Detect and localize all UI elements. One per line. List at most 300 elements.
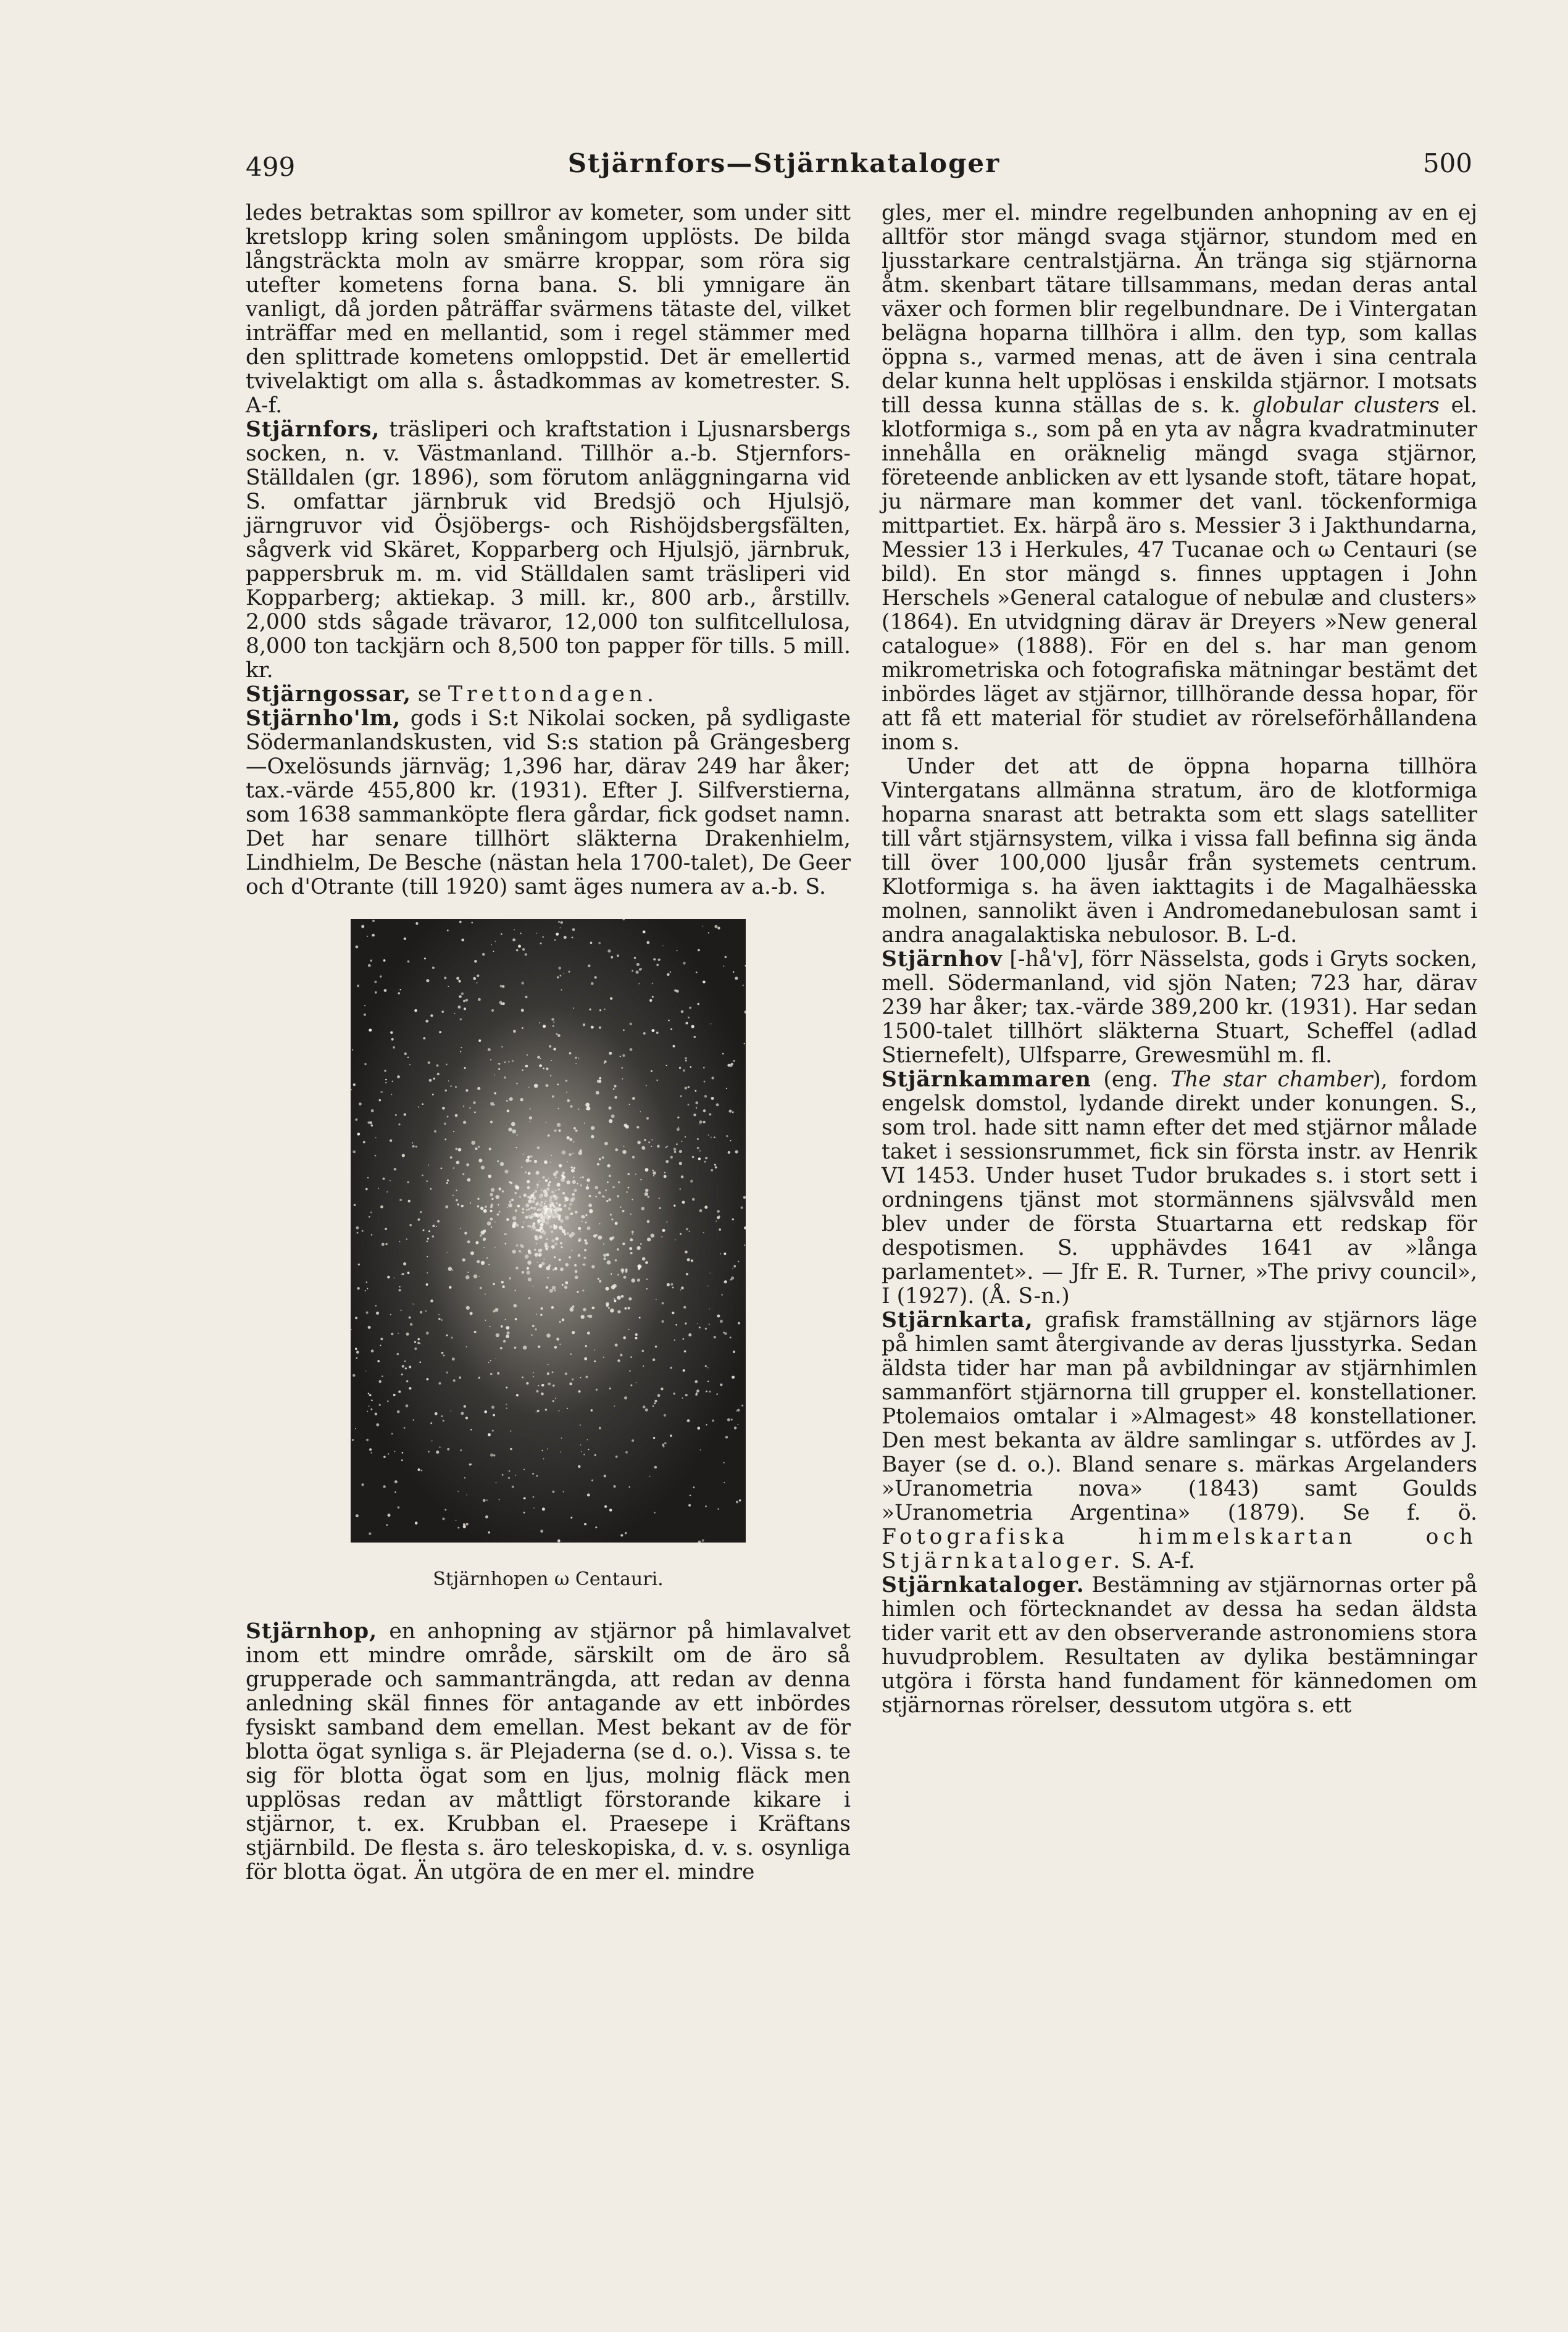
star-dot xyxy=(475,1147,477,1150)
star-dot xyxy=(457,1527,459,1529)
star-dot xyxy=(596,1389,598,1391)
star-dot xyxy=(714,1164,716,1165)
entry-term: Stjärnkammaren xyxy=(882,1067,1091,1092)
star-dot xyxy=(355,1347,357,1350)
star-dot xyxy=(430,1299,433,1302)
star-dot xyxy=(743,985,744,986)
star-dot xyxy=(726,1088,727,1089)
star-dot xyxy=(496,1333,499,1337)
star-dot xyxy=(443,1420,444,1422)
star-dot xyxy=(709,1114,712,1116)
star-dot xyxy=(659,1197,660,1199)
star-dot xyxy=(549,1181,551,1183)
star-dot xyxy=(398,1333,399,1334)
star-dot xyxy=(438,1318,440,1320)
star-dot xyxy=(461,938,464,941)
star-dot xyxy=(546,1266,551,1270)
star-dot xyxy=(414,1009,417,1012)
star-dot xyxy=(565,1281,568,1285)
star-dot xyxy=(548,1135,549,1136)
star-dot xyxy=(515,1209,517,1212)
star-dot xyxy=(632,1097,635,1100)
star-dot xyxy=(636,1126,639,1128)
star-dot xyxy=(735,1150,738,1153)
star-dot xyxy=(677,950,678,951)
star-dot xyxy=(371,1349,374,1352)
star-dot xyxy=(494,1092,496,1094)
entry-text: Bestämning av stjärnornas orter på himlen och förtecknandet av dessa ha sedan äldsta tider varit ett av den observerande astronomiens stora huvudproblem. Resultaten av dylika bestämningar utgöra i första hand fundament för kännedomen om stjärnornas rörelser, dessutom utgöra s. ett xyxy=(882,1573,1477,1718)
star-dot xyxy=(538,1346,540,1348)
star-dot xyxy=(564,1233,567,1236)
star-dot xyxy=(553,1025,554,1027)
star-dot xyxy=(557,1034,561,1037)
star-dot xyxy=(390,1031,393,1034)
star-dot xyxy=(662,1302,664,1304)
star-dot xyxy=(708,1135,709,1136)
star-dot xyxy=(534,1160,537,1163)
star-dot xyxy=(520,933,522,935)
star-dot xyxy=(615,1222,618,1225)
star-dot xyxy=(545,1221,549,1225)
star-dot xyxy=(378,1188,379,1189)
entry-text: gods i S:t Nikolai socken, på sydligaste Södermanlandskusten, vid S:s station på Grängesberg—Oxelösunds järnväg; 1,396 har, därav 249 har åker; tax.-värde 455,800 kr. (1931). Efter J. Silfverstierna, som 1638 sammanköpte flera gårdar, fick godset namn. Det har senare tillhört släkterna Drakenhielm, Lindhielm, De Besche (nästan hela 1700-talet), De Geer och d'Otrante (till 1920) samt äges numera av a.-b. S. xyxy=(246,706,851,899)
star-dot xyxy=(585,1103,590,1107)
star-dot xyxy=(394,1451,395,1452)
star-dot xyxy=(554,1243,557,1246)
star-dot xyxy=(611,1218,613,1220)
star-dot xyxy=(741,1405,743,1407)
entry-paragraph xyxy=(882,755,1477,947)
star-dot xyxy=(491,944,492,946)
star-dot xyxy=(557,1123,561,1126)
star-dot xyxy=(544,1193,548,1197)
star-dot xyxy=(505,1319,506,1320)
star-dot xyxy=(543,1068,544,1070)
star-dot xyxy=(471,1464,472,1465)
star-dot xyxy=(598,1236,603,1240)
star-dot xyxy=(695,1101,698,1104)
star-dot xyxy=(645,1168,649,1172)
star-dot xyxy=(465,1275,470,1280)
star-dot xyxy=(680,1233,682,1235)
star-dot xyxy=(528,1208,530,1210)
star-dot xyxy=(419,1361,421,1363)
star-dot xyxy=(611,1309,612,1310)
star-dot xyxy=(553,1400,554,1402)
star-dot xyxy=(531,1229,532,1230)
star-dot xyxy=(589,1209,593,1214)
star-dot xyxy=(697,1147,699,1149)
star-dot xyxy=(594,1186,598,1189)
star-dot xyxy=(362,1230,364,1232)
star-dot xyxy=(526,1270,530,1275)
star-dot xyxy=(681,1010,684,1014)
star-dot xyxy=(355,1118,357,1121)
star-dot xyxy=(721,1294,722,1296)
star-dot xyxy=(370,1409,372,1410)
star-dot xyxy=(678,1126,679,1128)
star-dot xyxy=(704,1161,706,1163)
star-dot xyxy=(685,1136,686,1138)
star-dot xyxy=(670,1367,672,1368)
star-dot xyxy=(644,1193,648,1196)
star-dot xyxy=(559,1206,561,1207)
star-dot xyxy=(675,1239,676,1241)
star-dot xyxy=(399,1286,401,1288)
star-dot xyxy=(388,1453,389,1454)
star-dot xyxy=(407,1057,409,1058)
star-dot xyxy=(694,1036,696,1038)
star-dot xyxy=(437,1073,440,1075)
star-dot xyxy=(572,928,575,931)
star-dot xyxy=(612,1236,615,1239)
star-dot xyxy=(647,1238,651,1241)
star-dot xyxy=(407,1181,409,1183)
star-dot xyxy=(522,1208,524,1210)
star-dot xyxy=(587,1493,590,1496)
star-dot xyxy=(382,1375,383,1377)
star-dot xyxy=(536,1183,539,1186)
star-dot xyxy=(537,1410,540,1412)
star-dot xyxy=(486,1257,488,1259)
star-dot xyxy=(554,1197,557,1200)
star-dot xyxy=(675,1324,677,1326)
star-dot xyxy=(390,1139,392,1142)
star-dot xyxy=(398,1391,401,1393)
entry-text: ledes betraktas som spillror av kometer, som under sitt kretslopp kring solen småningom upplösts. De bilda långsträckta moln av smärre kroppar, som röra sig utefter kometens forna bana. S. bli ymnigare än vanligt, då jorden påträffar svärmens tätaste del, vilket inträffar med en mellantid, som i regel stämmer med den splittrade kometens omloppstid. Det är emellertid tvivelaktigt om alla s. åstadkommas av kometrester. S. A-f. xyxy=(246,201,851,418)
star-dot xyxy=(372,920,375,922)
star-dot xyxy=(554,939,556,941)
star-dot xyxy=(560,1267,564,1271)
star-dot xyxy=(653,1437,655,1439)
star-dot xyxy=(533,1496,535,1498)
star-dot xyxy=(502,1285,504,1288)
star-dot xyxy=(570,1198,573,1202)
star-dot xyxy=(641,1207,644,1210)
star-dot xyxy=(645,1409,648,1412)
star-dot xyxy=(566,1091,567,1093)
star-dot xyxy=(632,1231,634,1233)
star-dot xyxy=(521,981,524,985)
star-dot xyxy=(357,1232,359,1234)
star-dot xyxy=(556,1183,560,1186)
star-dot xyxy=(709,1323,710,1325)
star-dot xyxy=(463,1121,466,1124)
star-dot xyxy=(679,1150,682,1153)
star-dot xyxy=(724,1252,726,1255)
star-dot xyxy=(562,1284,564,1286)
star-dot xyxy=(521,1167,522,1168)
star-dot xyxy=(617,954,619,957)
star-dot xyxy=(647,1220,650,1223)
star-dot xyxy=(609,1175,611,1177)
star-dot xyxy=(602,1156,604,1159)
star-dot xyxy=(366,1311,369,1314)
star-dot xyxy=(356,1351,359,1354)
star-dot xyxy=(515,1318,517,1320)
star-dot xyxy=(371,1452,372,1454)
star-dot xyxy=(575,1270,578,1273)
star-dot xyxy=(460,1449,462,1451)
star-dot xyxy=(456,1161,460,1165)
star-dot xyxy=(364,1014,366,1016)
star-dot xyxy=(549,1289,553,1293)
star-dot xyxy=(498,1188,501,1191)
star-dot xyxy=(656,1080,658,1081)
star-dot xyxy=(704,1081,706,1083)
star-dot xyxy=(727,1418,730,1422)
star-dot xyxy=(441,1010,444,1013)
star-dot xyxy=(553,1385,555,1387)
star-dot xyxy=(432,1235,435,1238)
star-dot xyxy=(525,1159,529,1162)
star-dot xyxy=(455,1114,458,1117)
star-dot xyxy=(681,1175,684,1178)
star-dot xyxy=(591,1265,594,1268)
star-dot xyxy=(617,1248,619,1251)
star-dot xyxy=(722,1053,724,1055)
star-dot xyxy=(532,1473,534,1475)
star-dot xyxy=(508,1203,512,1207)
star-dot xyxy=(409,1316,411,1318)
star-dot xyxy=(608,1307,610,1309)
star-dot xyxy=(611,1273,612,1275)
star-dot xyxy=(577,1183,578,1184)
star-dot xyxy=(634,957,636,959)
star-dot xyxy=(569,1203,572,1206)
star-dot xyxy=(541,1211,543,1212)
star-dot xyxy=(369,1532,371,1535)
star-dot xyxy=(517,1135,518,1136)
star-dot xyxy=(665,1147,666,1148)
entry-text: Under det att de öppna hoparna tillhöra Vintergatans allmänna stratum, äro de klotformiga hoparna snarast att betrakta som ett slags satelliter till vårt stjärnsystem, vilka i vissa fall befinna sig ända till över 100,000 ljusår från systemets centrum. Klotformiga s. ha även iakttagits i de Magalhäesska molnen, sannolikt även i Andromedanebulosan samt i andra anagalaktiska nebulosor. B. L-d. xyxy=(882,754,1477,947)
star-dot xyxy=(401,1459,403,1461)
star-dot xyxy=(605,1189,606,1191)
star-dot xyxy=(470,1202,471,1204)
star-dot xyxy=(711,1023,712,1025)
star-dot xyxy=(367,1410,368,1412)
star-dot xyxy=(615,1455,618,1458)
entry-stjarnkataloger xyxy=(882,1573,1477,1718)
star-dot xyxy=(540,1530,543,1533)
star-dot xyxy=(430,1188,432,1190)
star-dot xyxy=(543,936,544,938)
star-dot xyxy=(376,1312,379,1315)
star-dot xyxy=(546,1067,548,1070)
star-dot xyxy=(355,946,358,949)
star-dot xyxy=(661,1236,662,1238)
star-dot xyxy=(683,962,686,965)
star-dot xyxy=(545,1247,548,1251)
star-dot xyxy=(533,1286,534,1287)
star-dot xyxy=(630,1385,632,1386)
star-dot xyxy=(575,1063,577,1064)
star-dot xyxy=(572,1331,575,1334)
star-dot xyxy=(613,1284,617,1288)
entry-stjarnhov xyxy=(882,947,1477,1068)
star-dot xyxy=(552,1491,554,1493)
star-dot xyxy=(465,1089,468,1091)
star-dot xyxy=(617,1310,620,1313)
star-dot xyxy=(446,1335,448,1336)
star-dot xyxy=(394,1277,395,1278)
star-dot xyxy=(369,1405,370,1407)
star-dot xyxy=(649,999,652,1002)
star-dot xyxy=(720,1253,721,1254)
star-dot xyxy=(558,967,561,970)
star-dot xyxy=(427,1272,428,1273)
star-dot xyxy=(674,1151,676,1153)
star-dot xyxy=(523,1469,525,1470)
star-dot xyxy=(553,1049,554,1050)
star-dot xyxy=(539,1230,541,1231)
star-dot xyxy=(623,1336,626,1339)
star-dot xyxy=(404,1113,406,1115)
star-dot xyxy=(659,1207,661,1209)
star-dot xyxy=(677,1117,679,1118)
star-dot xyxy=(447,930,449,931)
star-dot xyxy=(570,1307,574,1312)
star-dot xyxy=(717,927,720,929)
star-dot xyxy=(447,1448,449,1451)
star-dot xyxy=(391,1433,393,1435)
star-dot xyxy=(569,1383,572,1386)
star-dot xyxy=(540,943,542,944)
star-dot xyxy=(478,1039,481,1042)
star-dot xyxy=(490,1218,493,1221)
entry-stjarnhop xyxy=(246,1620,851,1884)
star-dot xyxy=(565,1215,569,1220)
star-dot xyxy=(696,1107,697,1109)
star-dot xyxy=(553,1269,554,1271)
star-dot xyxy=(501,1281,504,1284)
star-dot xyxy=(661,1388,664,1391)
star-dot xyxy=(706,1391,707,1393)
star-dot xyxy=(367,936,368,937)
star-dot xyxy=(697,1323,698,1324)
star-dot xyxy=(380,1338,383,1340)
star-dot xyxy=(591,1126,595,1130)
star-dot xyxy=(585,1214,587,1216)
star-dot xyxy=(583,1454,585,1455)
star-dot xyxy=(705,1157,707,1159)
star-dot xyxy=(559,975,561,977)
star-dot xyxy=(548,1383,551,1386)
star-dot xyxy=(686,1022,688,1023)
star-dot xyxy=(450,1156,452,1159)
star-dot xyxy=(356,1357,357,1359)
star-dot xyxy=(375,1155,377,1157)
star-dot xyxy=(587,1185,588,1186)
star-dot xyxy=(664,1172,665,1173)
star-dot xyxy=(645,1261,648,1264)
star-dot xyxy=(540,1314,542,1315)
star-dot xyxy=(578,1109,579,1110)
star-dot xyxy=(643,1405,645,1408)
star-dot xyxy=(574,1264,577,1267)
star-dot xyxy=(509,1201,512,1203)
star-dot xyxy=(555,1397,556,1399)
star-dot xyxy=(682,1397,683,1399)
star-dot xyxy=(688,1086,690,1088)
star-dot xyxy=(585,1242,588,1245)
star-dot xyxy=(725,1436,728,1439)
star-dot xyxy=(533,1192,535,1194)
star-dot xyxy=(690,1180,693,1183)
star-dot xyxy=(361,925,364,928)
star-dot xyxy=(395,1114,397,1116)
star-dot xyxy=(478,1159,482,1162)
star-dot xyxy=(680,1188,681,1189)
star-dot xyxy=(630,1048,633,1051)
star-dot xyxy=(449,1286,451,1288)
star-dot xyxy=(578,1465,580,1468)
star-dot xyxy=(528,1249,531,1252)
star-dot xyxy=(723,965,724,967)
star-dot xyxy=(513,1030,516,1033)
star-dot xyxy=(407,1272,410,1274)
star-dot xyxy=(623,1123,627,1127)
star-dot xyxy=(691,1025,694,1028)
star-dot xyxy=(522,1070,523,1071)
star-dot xyxy=(556,1202,557,1204)
star-dot xyxy=(386,1524,388,1526)
star-dot xyxy=(502,985,505,988)
star-dot xyxy=(564,1286,567,1289)
star-dot xyxy=(571,1167,573,1168)
star-dot xyxy=(620,1056,621,1057)
star-dot xyxy=(559,1164,562,1168)
star-dot xyxy=(653,1172,656,1175)
star-dot xyxy=(471,922,473,924)
star-dot xyxy=(555,1237,559,1241)
star-dot xyxy=(436,1226,437,1227)
star-dot xyxy=(572,1306,574,1308)
star-dot xyxy=(490,1454,493,1457)
star-dot xyxy=(567,1161,568,1162)
star-dot xyxy=(554,1130,557,1132)
star-dot xyxy=(428,1230,430,1232)
star-dot xyxy=(506,1335,509,1338)
entry-term: Stjärnhop, xyxy=(246,1619,378,1644)
star-dot xyxy=(641,1350,644,1352)
star-dot xyxy=(610,997,612,999)
star-dot xyxy=(441,1415,443,1417)
star-dot xyxy=(538,1385,539,1386)
star-dot xyxy=(439,1382,441,1385)
star-dot xyxy=(530,1156,533,1158)
entry-stjarnkarta xyxy=(882,1309,1477,1573)
star-dot xyxy=(480,1287,482,1289)
star-dot xyxy=(488,1433,491,1436)
star-dot xyxy=(415,922,418,925)
star-dot xyxy=(525,1172,526,1173)
star-dot xyxy=(686,1273,688,1275)
star-dot xyxy=(426,979,429,982)
star-dot xyxy=(429,1079,432,1082)
entry-text: (eng. xyxy=(1091,1067,1171,1092)
star-dot xyxy=(366,1439,369,1441)
star-dot xyxy=(573,1189,577,1192)
star-dot xyxy=(692,1156,694,1159)
star-dot xyxy=(544,1245,547,1247)
star-dot xyxy=(673,1148,677,1151)
star-dot xyxy=(615,1259,617,1261)
star-dot xyxy=(478,998,481,1001)
star-dot xyxy=(402,1154,405,1157)
star-dot xyxy=(495,1358,496,1359)
star-dot xyxy=(736,1410,737,1412)
